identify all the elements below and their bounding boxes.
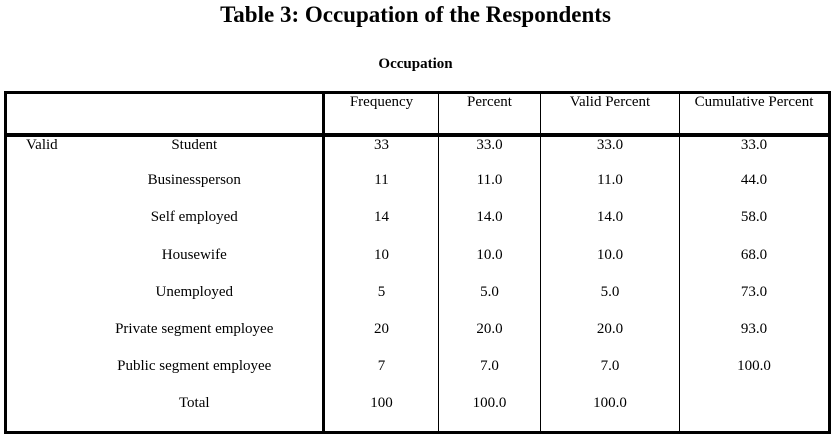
- valid-spacer-cell: [6, 247, 67, 284]
- table-row: [6, 247, 830, 284]
- valid-percent-cell: 7.0: [541, 358, 680, 395]
- cumulative-percent-cell: 33.0: [740, 137, 768, 153]
- header-cumulative-percent: Cumulative Percent: [680, 93, 830, 136]
- table-row: [6, 135, 830, 172]
- valid-percent-cell: 14.0: [541, 209, 680, 246]
- cumulative-percent-cell: 93.0: [740, 320, 768, 337]
- header-frequency: Frequency: [324, 93, 439, 136]
- frequency-cell: 11: [324, 172, 439, 209]
- header-row: [6, 93, 830, 136]
- category-cell: Businessperson: [67, 172, 324, 209]
- cumulative-percent-cell: 58.0: [740, 209, 768, 226]
- table-row: [6, 209, 830, 246]
- category-cell: Private segment employee: [67, 321, 324, 358]
- percent-cell: 7.0: [439, 358, 541, 395]
- frequency-cell: 33: [324, 135, 439, 172]
- category-cell: Public segment employee: [67, 358, 324, 395]
- header-percent: Percent: [439, 93, 541, 136]
- percent-cell: 33.0: [439, 135, 541, 172]
- valid-spacer-cell: [6, 358, 67, 395]
- valid-percent-cell: 11.0: [541, 172, 680, 209]
- valid-spacer-cell: [6, 284, 67, 321]
- category-cell: Total: [67, 395, 324, 432]
- category-cell: Self employed: [67, 209, 324, 246]
- valid-percent-cell: 5.0: [541, 284, 680, 321]
- valid-spacer-cell: [6, 172, 67, 209]
- valid-spacer-cell: [6, 321, 67, 358]
- document-title: Table 3: Occupation of the Respondents: [220, 2, 611, 27]
- header-empty-cell: [6, 93, 324, 136]
- percent-cell: 10.0: [439, 247, 541, 284]
- table-row: [6, 358, 830, 395]
- frequency-cell: 5: [324, 284, 439, 321]
- table-row-total: [6, 395, 830, 432]
- table-caption: Occupation: [378, 56, 453, 72]
- percent-cell: 20.0: [439, 321, 541, 358]
- table-row: [6, 284, 830, 321]
- percent-cell: 14.0: [439, 209, 541, 246]
- frequency-cell: 7: [324, 358, 439, 395]
- valid-percent-cell: 20.0: [541, 321, 680, 358]
- frequency-cell: 14: [324, 209, 439, 246]
- percent-cell: 100.0: [439, 395, 541, 432]
- valid-percent-cell: 33.0: [541, 135, 680, 172]
- valid-spacer-cell: [6, 395, 67, 432]
- table-row: [6, 321, 830, 358]
- category-cell: Unemployed: [67, 284, 324, 321]
- cumulative-percent-cell: 73.0: [740, 283, 768, 300]
- percent-cell: 11.0: [439, 172, 541, 209]
- percent-cell: 5.0: [439, 284, 541, 321]
- cumulative-percent-cell: 100.0: [737, 358, 771, 375]
- table-header: [6, 93, 830, 136]
- valid-label: Valid: [26, 137, 58, 153]
- table-body: [6, 135, 830, 433]
- table-row: [6, 172, 830, 209]
- category-cell: Student: [67, 135, 324, 172]
- cumulative-percent-cell: 44.0: [740, 172, 768, 189]
- frequency-cell: 10: [324, 247, 439, 284]
- category-cell: Housewife: [67, 247, 324, 284]
- header-valid-percent: Valid Percent: [541, 93, 680, 136]
- occupation-table: [4, 91, 831, 434]
- cumulative-percent-cell: 68.0: [740, 246, 768, 263]
- valid-spacer-cell: [6, 209, 67, 246]
- frequency-cell: 100: [324, 395, 439, 432]
- cumulative-percent-cell: [680, 395, 830, 432]
- frequency-cell: 20: [324, 321, 439, 358]
- valid-percent-cell: 10.0: [541, 247, 680, 284]
- valid-percent-cell: 100.0: [541, 395, 680, 432]
